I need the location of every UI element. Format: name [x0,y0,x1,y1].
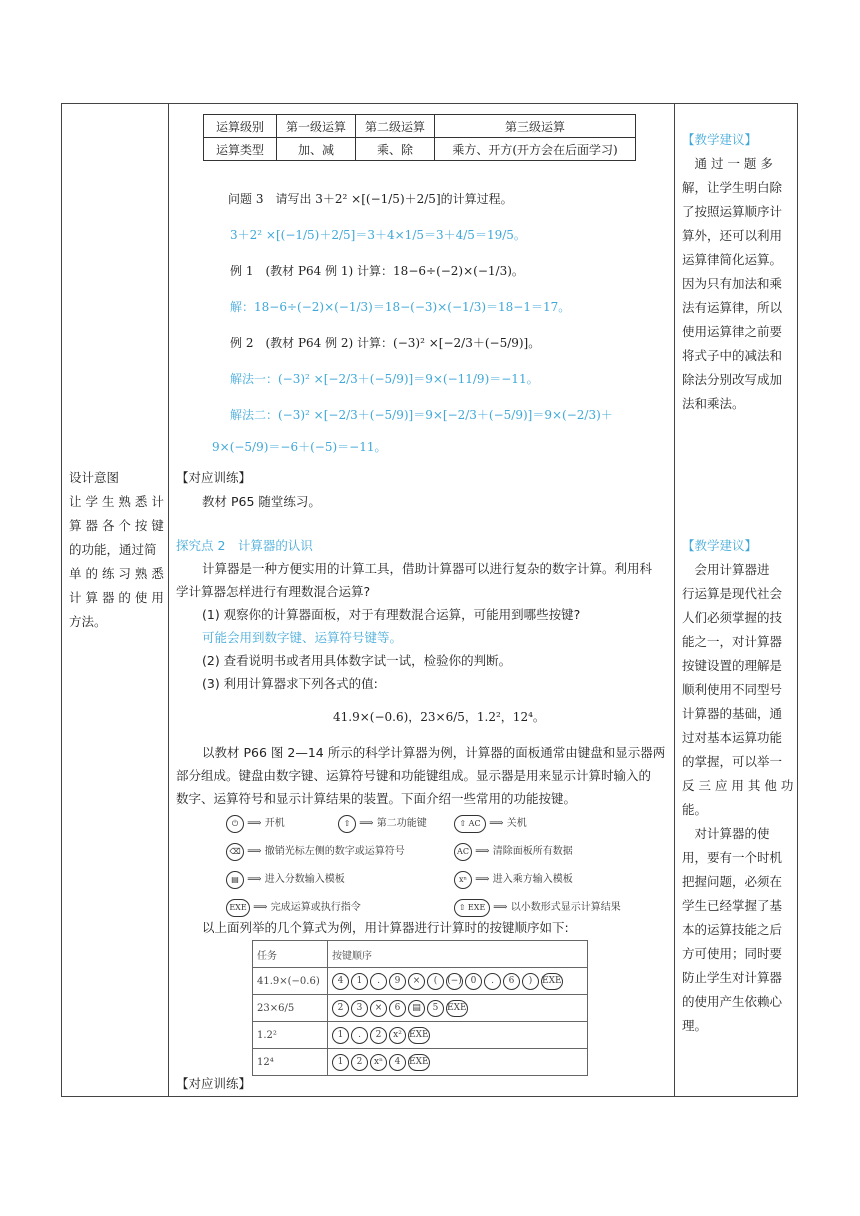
suggestion-line: 法和乘法。 [682,396,745,411]
table-cell: 第二级运算 [356,115,435,138]
question-3-expressions: 41.9×(−0.6)，23×6/5，1.2²，12⁴。 [333,710,545,724]
calc-key: 6 [389,1000,406,1017]
task-cell: 12⁴ [253,1049,328,1076]
table-row [253,1049,588,1076]
table-row [253,968,588,995]
function-key-desc: 完成运算或执行指令 [270,902,361,913]
suggestion-line: 对计算器的使 [682,826,770,841]
example-2: 例 2 (教材 P64 例 2) 计算：(−3)² ×[−2/3＋(−5/9)]。 [230,336,541,350]
suggestion-line: 学生已经掌握了基 [682,898,783,913]
key-sequence-cell [328,1022,588,1049]
table-row [253,941,588,968]
shift-key-icon: ⇧ [338,815,356,833]
function-key-desc: 第二功能键 [376,818,427,829]
suggestion-line: 的使用产生依赖心 [682,994,783,1009]
suggestion-line: 计算器的基础，通 [682,706,783,721]
function-key-item: ⏻ ⟹ 开机 [226,814,285,833]
calc-key: 9 [389,973,406,990]
exe-key-icon: EXE [226,899,250,917]
fraction-key-icon: ▤ [226,871,244,889]
paragraph: 数字、运算符号和显示计算结果的装置。下面介绍一些常用的功能按键。 [176,791,577,806]
function-key-item: ⌫ ⟹ 撤销光标左侧的数字或运算符号 [226,842,405,861]
function-key-desc: 撤销光标左侧的数字或运算符号 [264,846,405,857]
calc-key: 3 [351,1000,368,1017]
calc-key: EXE [446,1000,468,1017]
function-key-desc: 以小数形式显示计算结果 [510,902,621,913]
calc-key: ( [427,973,444,990]
paragraph: 计算器是一种方便实用的计算工具，借助计算器可以进行复杂的数字计算。利用科 [202,561,653,576]
function-key-desc: 关机 [506,818,527,829]
suggestion-title: 【教学建议】 [682,132,758,147]
suggestion-line: 通 过 一 题 多 [682,156,773,171]
shift-exe-key-icon: ⇧ EXE [454,899,490,917]
suggestion-line: 会用计算器进 [682,562,770,577]
function-key-desc: 清除面板所有数据 [492,846,573,857]
paragraph: 以教材 P66 图 2—14 所示的科学计算器为例，计算器的面板通常由键盘和显示器两 [202,745,666,760]
main-content-column [168,104,674,1096]
suggestion-line: 运算律简化运算。 [682,252,783,267]
teaching-suggestion-column [674,104,799,1096]
key-sequence-cell [328,1049,588,1076]
section-2-title: 探究点 2 计算器的认识 [176,538,313,553]
calc-key: 2 [351,1054,368,1071]
suggestion-line: 了按照运算顺序计 [682,204,783,219]
task-cell: 23×6/5 [253,995,328,1022]
backspace-key-icon: ⌫ [226,843,244,861]
function-key-desc: 开机 [264,818,285,829]
table-header: 任务 [253,941,328,968]
table-cell: 乘方、开方(开方会在后面学习) [435,138,636,161]
calc-key: 2 [370,1027,387,1044]
suggestion-line: 因为只有加法和乘 [682,276,783,291]
training-text: 教材 P65 随堂练习。 [202,494,321,509]
calc-key: 1 [351,973,368,990]
calc-key: (−) [446,973,463,990]
suggestion-line: 防止学生对计算器 [682,970,783,985]
power-template-key-icon: xⁿ [454,871,472,889]
example-2-answer-2-cont: 9×(−5/9)＝−6＋(−5)＝−11。 [212,440,387,454]
calc-key: 6 [503,973,520,990]
design-intent-line: 计 算 器 的 使 用 [69,590,164,605]
design-intent-line: 方法。 [69,614,107,629]
suggestion-line: 能。 [682,802,708,817]
operation-levels-table [203,114,636,161]
paragraph: 部分组成。键盘由数字键、运算符号键和功能键组成。显示器是用来显示计算时输入的 [176,768,652,783]
function-key-item: EXE ⟹ 完成运算或执行指令 [226,898,361,917]
design-intent [69,466,165,634]
function-key-item: ⇧ AC ⟹ 关机 [454,814,527,833]
teaching-suggestion-2 [682,534,796,1038]
calc-key: × [370,1000,387,1017]
key-sequence-cell [328,995,588,1022]
calc-key: ) [522,973,539,990]
suggestion-line: 理。 [682,1018,708,1033]
training-heading: 【对应训练】 [176,1076,252,1091]
function-key-item: ⇧ ⟹ 第二功能键 [338,814,427,833]
calc-key: 5 [427,1000,444,1017]
calc-key: EXE [408,1027,430,1044]
design-intent-line: 单 的 练 习 熟 悉 [69,566,164,581]
design-intent-column [62,104,168,1096]
function-key-item: ▤ ⟹ 进入分数输入模板 [226,870,345,889]
calc-key: ▤ [408,1000,425,1017]
suggestion-line: 反 三 应 用 其 他 功 [682,778,794,793]
calc-key: EXE [408,1054,430,1071]
example-1-answer: 解：18−6÷(−2)×(−1/3)＝18−(−3)×(−1/3)＝18−1＝17。 [230,300,571,314]
question-1-answer: 可能会用到数字键、运算符号键等。 [202,630,403,645]
training-heading: 【对应训练】 [176,470,252,485]
suggestion-line: 行运算是现代社会 [682,586,783,601]
suggestion-line: 本的运算技能之后 [682,922,783,937]
design-intent-line: 的功能，通过简 [69,542,157,557]
calc-key: . [484,973,501,990]
suggestion-line: 法有运算律，所以 [682,300,783,315]
suggestion-line: 的掌握，可以举一 [682,754,783,769]
paragraph: 以上面列举的几个算式为例，用计算器进行计算时的按键顺序如下: [202,920,569,935]
calc-key: × [408,973,425,990]
teaching-suggestion-1 [682,128,796,416]
question-2: (2) 查看说明书或者用具体数字试一试，检验你的判断。 [202,653,512,668]
suggestion-line: 人们必须掌握的技 [682,610,783,625]
question-3: (3) 利用计算器求下列各式的值: [202,676,378,691]
design-intent-title: 设计意图 [69,470,120,485]
function-key-desc: 进入分数输入模板 [264,874,345,885]
key-sequence-cell [328,968,588,995]
suggestion-line: 使用运算律之前要 [682,324,783,339]
problem-3-answer: 3＋2² ×[(−1/5)＋2/5]＝3＋4×1/5＝3＋4/5＝19/5。 [230,228,526,242]
task-cell: 41.9×(−0.6) [253,968,328,995]
calc-key: 4 [332,973,349,990]
table-cell: 乘、除 [356,138,435,161]
problem-3: 问题 3 请写出 3＋2² ×[(−1/5)＋2/5]的计算过程。 [228,192,513,206]
suggestion-line: 用，要有一个时机 [682,850,783,865]
table-cell: 运算级别 [204,115,277,138]
design-intent-line: 让 学 生 熟 悉 计 [69,494,164,509]
suggestion-line: 顺利使用不同型号 [682,682,783,697]
key-sequence-table [252,940,588,1076]
table-cell: 第三级运算 [435,115,636,138]
table-cell: 第一级运算 [277,115,356,138]
calc-key: x² [389,1027,406,1044]
function-key-item: xⁿ ⟹ 进入乘方输入模板 [454,870,573,889]
suggestion-line: 按键设置的理解是 [682,658,783,673]
calc-key: 2 [332,1000,349,1017]
calc-key: . [370,973,387,990]
table-row [204,115,636,138]
table-cell: 加、减 [277,138,356,161]
calc-key: 4 [389,1054,406,1071]
table-cell: 运算类型 [204,138,277,161]
suggestion-line: 解，让学生明白除 [682,180,783,195]
example-2-answer-1: 解法一：(−3)² ×[−2/3＋(−5/9)]＝9×(−11/9)＝−11。 [230,372,539,386]
task-cell: 1.2² [253,1022,328,1049]
suggestion-line: 除法分别改写成加 [682,372,783,387]
suggestion-line: 过对基本运算功能 [682,730,783,745]
table-header: 按键顺序 [328,941,588,968]
calc-key: 0 [465,973,482,990]
calc-key: 1 [332,1054,349,1071]
calc-key: . [351,1027,368,1044]
function-key-item: ⇧ EXE ⟹ 以小数形式显示计算结果 [454,898,621,917]
function-key-item: AC ⟹ 清除面板所有数据 [454,842,573,861]
lesson-plan-table [61,103,798,1097]
table-row [253,1022,588,1049]
question-1: (1) 观察你的计算器面板，对于有理数混合运算，可能用到哪些按键? [202,607,581,622]
calc-key: EXE [541,973,563,990]
table-row [204,138,636,161]
suggestion-line: 算外，还可以利用 [682,228,783,243]
suggestion-line: 能之一，对计算器 [682,634,783,649]
suggestion-line: 将式子中的减法和 [682,348,783,363]
suggestion-title: 【教学建议】 [682,538,758,553]
calc-key: xⁿ [370,1054,387,1071]
function-key-desc: 进入乘方输入模板 [492,874,573,885]
calc-key: 1 [332,1027,349,1044]
suggestion-line: 把握问题，必须在 [682,874,783,889]
example-1: 例 1 (教材 P64 例 1) 计算：18−6÷(−2)×(−1/3)。 [230,264,524,278]
example-2-answer-2: 解法二：(−3)² ×[−2/3＋(−5/9)]＝9×[−2/3＋(−5/9)]＝9×(−2/3)＋ [230,408,613,422]
paragraph: 学计算器怎样进行有理数混合运算? [176,584,371,599]
shift-ac-key-icon: ⇧ AC [454,815,486,833]
power-key-icon: ⏻ [226,815,244,833]
design-intent-line: 算 器 各 个 按 键 [69,518,164,533]
ac-key-icon: AC [454,843,472,861]
table-row [253,995,588,1022]
suggestion-line: 方可使用；同时要 [682,946,783,961]
